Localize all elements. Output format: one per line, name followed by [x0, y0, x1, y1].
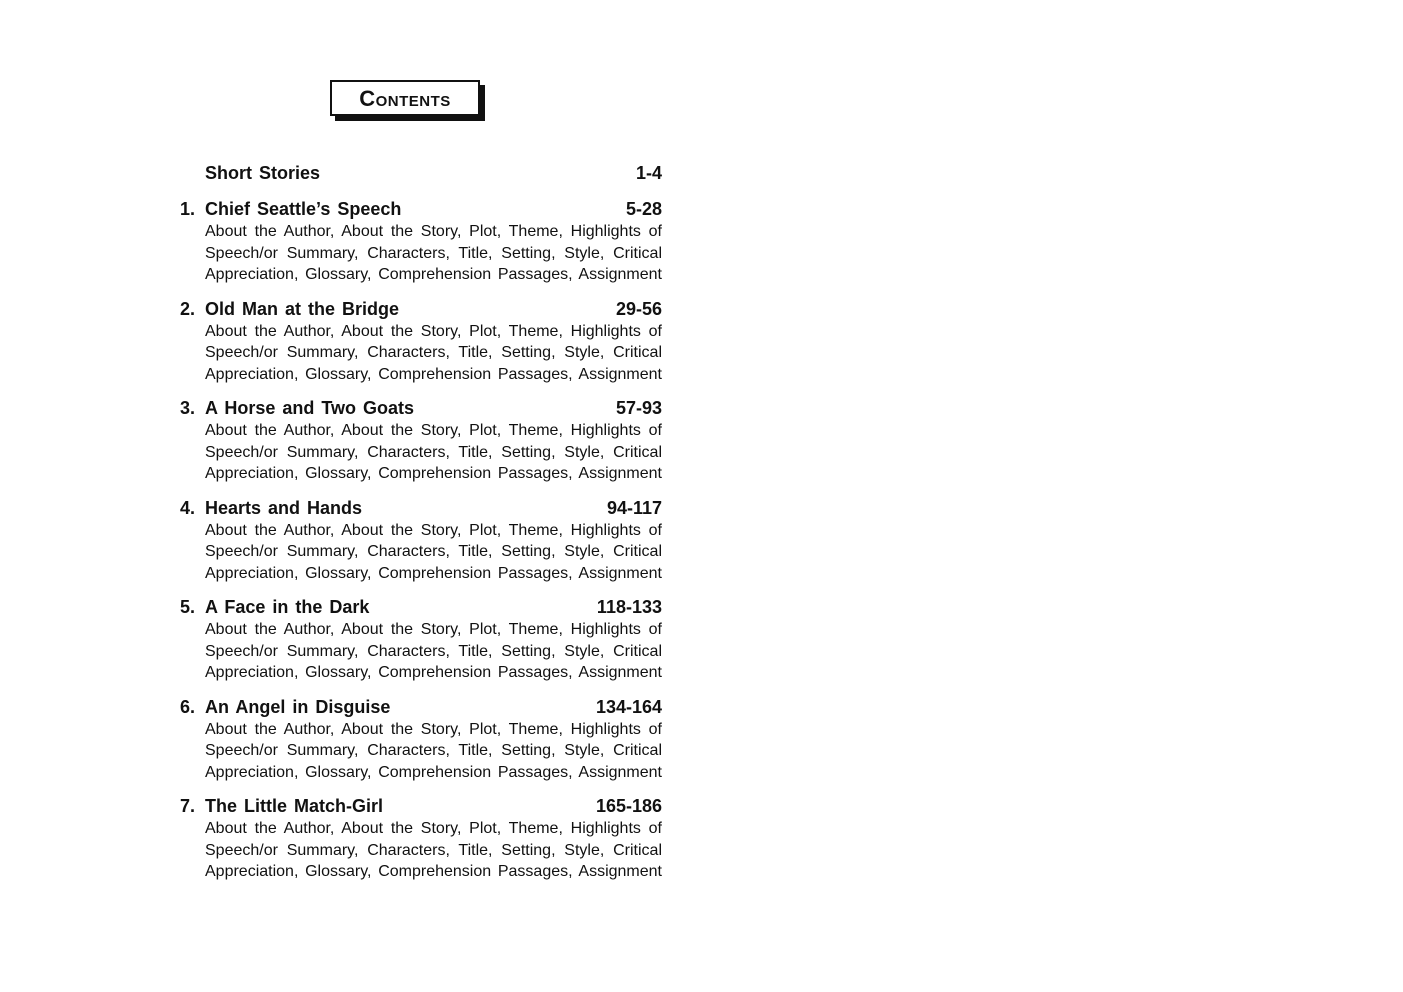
chapter-heading — [180, 595, 662, 619]
chapter-description-line: Appreciation, Glossary, Comprehension Passages, Assignment — [205, 763, 662, 781]
chapter-entry — [180, 197, 662, 286]
table-of-contents — [180, 161, 662, 894]
chapter-entry — [180, 595, 662, 684]
chapter-title: An Angel in Disguise — [205, 696, 391, 717]
chapter-entry — [180, 794, 662, 883]
chapter-description-line: Appreciation, Glossary, Comprehension Passages, Assignment — [205, 664, 662, 681]
chapter-number: 3. — [180, 398, 196, 418]
chapter-pages: 57-93 — [615, 398, 662, 418]
chapter-entry — [180, 396, 662, 485]
page-title: Contents — [359, 86, 451, 111]
chapter-heading — [180, 496, 662, 520]
chapter-description-line: Speech/or Summary, Characters, Title, Setting, Style, Critical — [205, 742, 662, 759]
chapter-title: Old Man at the Bridge — [205, 298, 400, 319]
chapter-pages: 5-28 — [625, 199, 662, 219]
section-entry — [180, 161, 662, 185]
chapter-description-line: About the Author, About the Story, Plot, Theme, Highlights of — [205, 820, 662, 837]
chapter-description-line: Speech/or Summary, Characters, Title, Setting, Style, Critical — [205, 244, 662, 262]
chapter-number: 2. — [180, 298, 196, 319]
chapter-description-line: About the Author, About the Story, Plot, Theme, Highlights of — [205, 422, 662, 439]
section-title: Short Stories — [205, 163, 321, 183]
chapter-heading — [180, 396, 662, 420]
chapter-pages: 29-56 — [615, 298, 662, 319]
chapter-description-line: Appreciation, Glossary, Comprehension Passages, Assignment — [205, 564, 662, 582]
chapter-description-line: Speech/or Summary, Characters, Title, Setting, Style, Critical — [205, 443, 662, 461]
chapter-title: The Little Match-Girl — [205, 796, 384, 816]
chapter-pages: 118-133 — [596, 597, 662, 617]
chapter-heading — [180, 695, 662, 719]
chapter-number: 5. — [180, 597, 196, 617]
chapter-entry — [180, 297, 662, 386]
chapter-description-line: About the Author, About the Story, Plot, Theme, Highlights of — [205, 720, 662, 738]
chapter-description-line: Appreciation, Glossary, Comprehension Passages, Assignment — [205, 365, 662, 383]
chapter-heading — [180, 794, 662, 818]
chapter-heading — [180, 297, 662, 321]
chapter-heading — [180, 197, 662, 221]
chapter-description-line: Speech/or Summary, Characters, Title, Setting, Style, Critical — [205, 841, 662, 859]
chapter-title: A Face in the Dark — [205, 597, 370, 617]
chapter-description-line: Appreciation, Glossary, Comprehension Passages, Assignment — [205, 863, 662, 880]
chapter-number: 6. — [180, 696, 196, 717]
chapter-number: 4. — [180, 497, 196, 518]
chapter-description-line: Appreciation, Glossary, Comprehension Passages, Assignment — [205, 266, 662, 283]
chapter-pages: 134-164 — [595, 696, 662, 717]
chapter-description-line: About the Author, About the Story, Plot, Theme, Highlights of — [205, 322, 662, 340]
chapter-entry — [180, 496, 662, 585]
section-pages: 1-4 — [635, 163, 662, 183]
chapter-pages: 94-117 — [606, 497, 662, 518]
chapter-description-line: About the Author, About the Story, Plot, Theme, Highlights of — [205, 521, 662, 539]
chapter-pages: 165-186 — [595, 796, 662, 816]
chapter-title: Hearts and Hands — [205, 497, 363, 518]
chapter-description-line: Speech/or Summary, Characters, Title, Setting, Style, Critical — [205, 642, 662, 660]
chapter-description-line: Speech/or Summary, Characters, Title, Setting, Style, Critical — [205, 344, 662, 361]
chapter-number: 7. — [180, 796, 196, 816]
chapter-title: Chief Seattle’s Speech — [205, 199, 402, 219]
section-heading — [180, 161, 662, 185]
chapter-description-line: About the Author, About the Story, Plot, Theme, Highlights of — [205, 223, 662, 240]
chapter-number: 1. — [180, 199, 196, 219]
chapter-entry — [180, 695, 662, 784]
chapter-description-line: Speech/or Summary, Characters, Title, Setting, Style, Critical — [205, 543, 662, 560]
chapter-description-line: About the Author, About the Story, Plot, Theme, Highlights of — [205, 621, 662, 638]
contents-title-box — [330, 80, 480, 116]
chapter-description-line: Appreciation, Glossary, Comprehension Passages, Assignment — [205, 465, 662, 482]
chapter-title: A Horse and Two Goats — [205, 398, 415, 418]
